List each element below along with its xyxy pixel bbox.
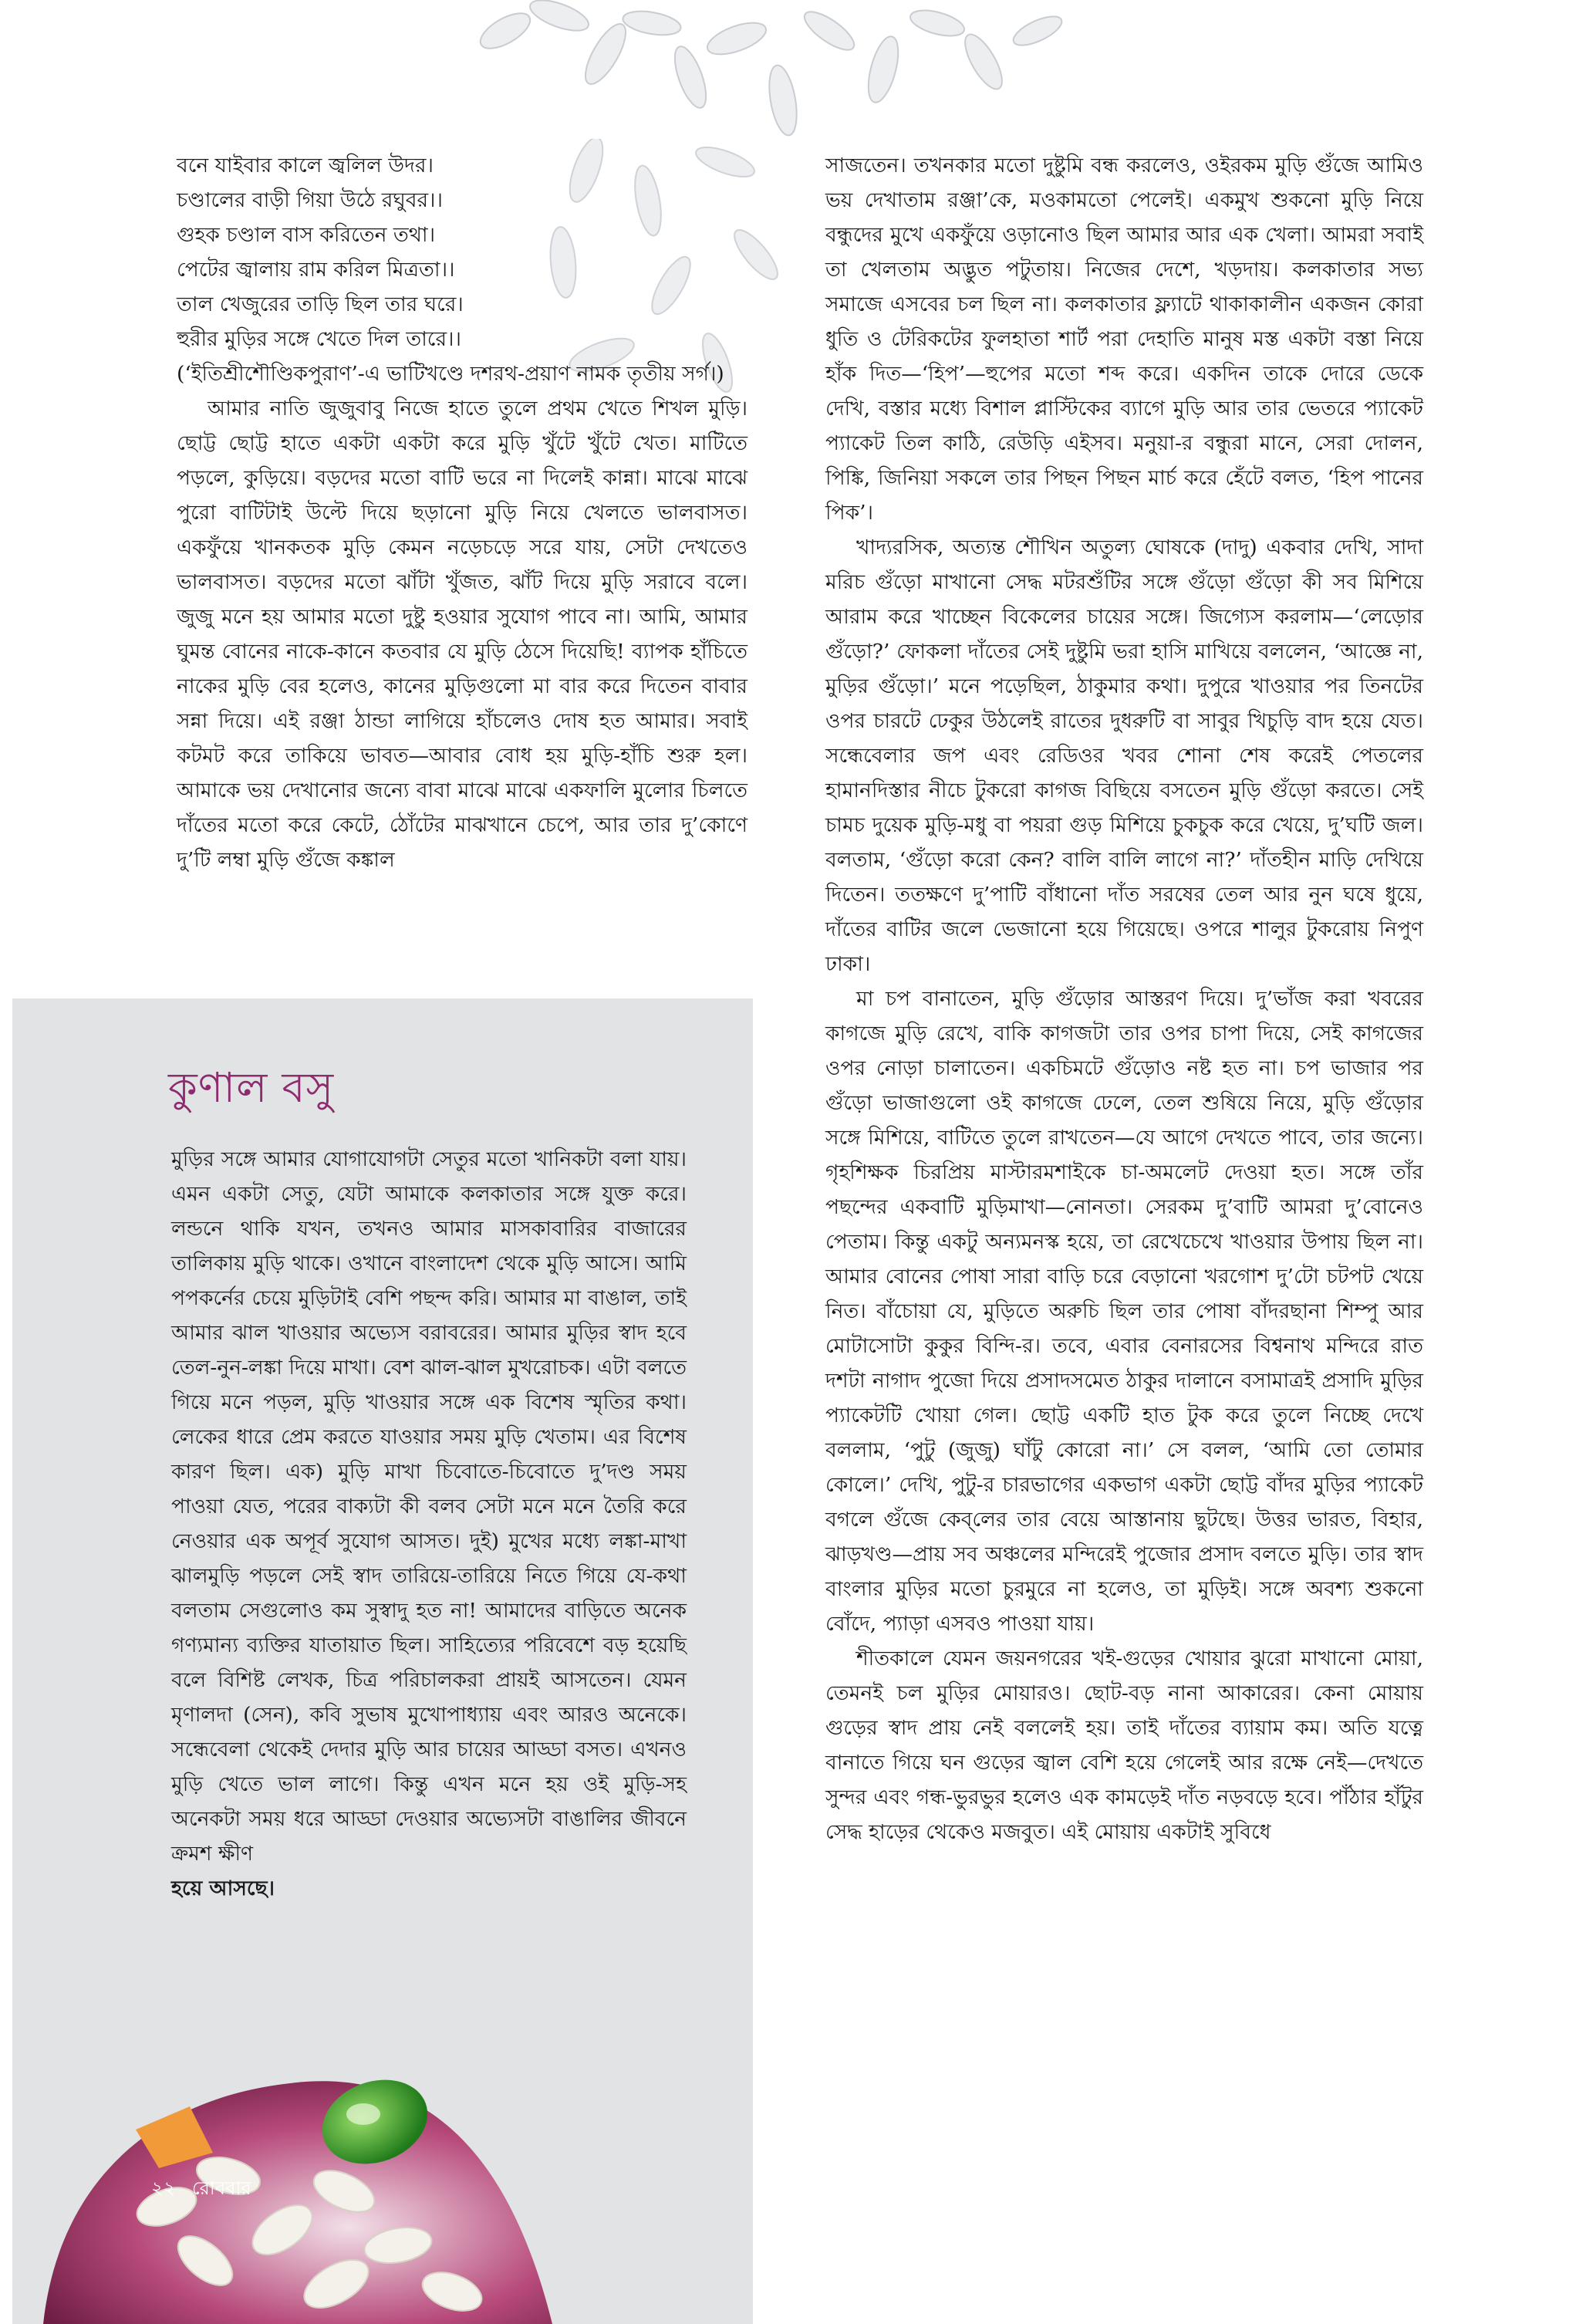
sidebar-text: মুড়ির সঙ্গে আমার যোগাযোগটা সেতুর মতো খানিকটা বলা যায়। এমন একটা সেতু, যেটা আমাকে কলকাতার সঙ্গে যুক্ত করে। লন্ডনে থাকি যখন, তখনও আমার মাসকাবারির বাজারের তালিকায় মুড়ি থাকে। ওখানে বাংলাদেশ থেকে মুড়ি আসে। আমি পপকর্নের চেয়ে মুড়িটাই বেশি পছন্দ করি। আমার মা বাঙাল, তাই আমার ঝাল খাওয়ার অভ্যেস বরাবরের। আমার মুড়ির স্বাদ হবে তেল-নুন-লঙ্কা দিয়ে মাখা। বেশ ঝাল-ঝাল মুখরোচক। এটা বলতে গিয়ে মনে পড়ল, মুড়ি খাওয়ার সঙ্গে এক বিশেষ স্মৃতির কথা। লেকের ধারে প্রেম করতে যাওয়ার সময় মুড়ি খেতাম। এর বিশেষ কারণ ছিল। এক) মুড়ি মাখা চিবোতে-চিবোতে দু’দণ্ড সময় পাওয়া যেত, পরের বাক্যটা কী বলব সেটা মনে মনে তৈরি করে নেওয়ার এক অপূর্ব সুযোগ আসত। দুই) মুখের মধ্যে লঙ্কা-মাখা ঝালমুড়ি পড়লে সেই স্বাদ তারিয়ে-তারিয়ে নিতে গিয়ে যে-কথা বলতাম সেগুলোও কম সুস্বাদু হত না! আমাদের বাড়িতে অনেক গণ্যমান্য ব্যক্তির যাতায়াত ছিল। সাহিত্যের পরিবেশে বড় হয়েছি বলে বিশিষ্ট লেখক, চিত্র পরিচালকরা প্রায়ই আসতেন। যেমন মৃণালদা (সেন), কবি সুভাষ মুখোপাধ্যায় এবং আরও অনেকে। সন্ধেবেলা থেকেই দেদার মুড়ি আর চায়ের আড্ডা বসত। এখনও মুড়ি খেতে ভাল লাগে। কিন্তু এখন মনে হয় ওই মুড়ি-সহ অনেকটা সময় ধরে আড্ডা দেওয়ার অভ্যেসটা বাঙালির জীবনে ক্রমশ ক্ষীণ (171, 1147, 687, 1866)
verse-source: (‘ইতিশ্রীশৌণ্ডিকপুরাণ’-এ ভাটিখণ্ডে দশরথ-প্রয়াণ নামক তৃতীয় সর্গ।) (177, 362, 724, 386)
page-folio (151, 2174, 251, 2205)
body-paragraph: সাজতেন। তখনকার মতো দুষ্টুমি বন্ধ করলেও, ওইরকম মুড়ি গুঁজে আমিও ভয় দেখাতাম রঞ্জা’কে, মওকামতো পেলেই। একমুখ শুকনো মুড়ি নিয়ে বন্ধুদের মুখে একফুঁয়ে ওড়ানোও ছিল আমার আর এক খেলা। আমরা সবাই তা খেলতাম অদ্ভুত পটুতায়। নিজের দেশে, খড়দায়। কলকাতার সভ্য সমাজে এসবের চল ছিল না। কলকাতার ফ্ল্যাটে থাকাকালীন একজন কোরা ধুতি ও টেরিকটের ফুলহাতা শার্ট পরা দেহাতি মানুষ মস্ত একটা বস্তা নিয়ে হাঁক দিত—‘হিপ’—হুপের মতো শব্দ করে। একদিন তাকে দোরে ডেকে দেখি, বস্তার মধ্যে বিশাল প্লাস্টিকের ব্যাগে মুড়ি আর তার ভেতরে প্যাকেট প্যাকেট তিল কাঠি, রেউড়ি এইসব। মনুয়া-র বন্ধুরা মানে, সেরা দোলন, পিঙ্কি, জিনিয়া সকলে তার পিছন পিছন মার্চ করে হেঁটে বলত, ‘হিপ পানের পিক’। (825, 154, 1423, 525)
body-paragraph: আমার নাতি জুজুবাবু নিজে হাতে তুলে প্রথম খেতে শিখল মুড়ি। ছোট্ট ছোট্ট হাতে একটা একটা করে মুড়ি খুঁটে খুঁটে খেত। মাটিতে পড়লে, কুড়িয়ে। বড়দের মতো বাটি ভরে না দিলেই কান্না। মাঝে মাঝে পুরো বাটিটাই উল্টে দিয়ে ছড়ানো মুড়ি নিয়ে খেলতে ভালবাসত। একফুঁয়ে খানকতক মুড়ি কেমন নড়েচড়ে সরে যায়, সেটা দেখতেও ভালবাসত। বড়দের মতো ঝাঁটা খুঁজত, ঝাঁট দিয়ে মুড়ি সরাবে বলে। জুজু মনে হয় আমার মতো দুষ্টু হওয়ার সুযোগ পাবে না। আমি, আমার ঘুমন্ত বোনের নাকে-কানে কতবার যে মুড়ি ঠেসে দিয়েছি! ব্যাপক হাঁচিতে নাকের মুড়ি বের হলেও, কানের মুড়িগুলো মা বার করে দিতেন বাবার সন্না দিয়ে। এই রঞ্জা ঠান্ডা লাগিয়ে হাঁচলেও দোষ হত আমার। সবাই কটমট করে তাকিয়ে ভাবত—আবার বোধ হয় মুড়ি-হাঁচি শুরু হল। আমাকে ভয় দেখানোর জন্যে বাবা মাঝে মাঝে একফালি মুলোর চিলতে দাঁতের মতো করে কেটে, ঠোঁটের মাঝখানে চেপে, আর তার দু’কোণে দু’টি লম্বা মুড়ি গুঁজে কঙ্কাল (177, 397, 748, 872)
sidebar-paragraph (171, 1142, 687, 1871)
verse-block (177, 148, 748, 391)
verse-line: বনে যাইবার কালে জ্বলিল উদর। (177, 154, 434, 177)
verse-line: চণ্ডালের বাড়ী গিয়া উঠে রঘুবর।। (177, 188, 443, 212)
body-paragraph: শীতকালে যেমন জয়নগরের খই-গুড়ের খোয়ার ঝুরো মাখানো মোয়া, তেমনই চল মুড়ির মোয়ারও। ছোট-বড় নানা আকারের। কেনা মোয়ায় গুড়ের স্বাদ প্রায় নেই বললেই হয়। তাই দাঁতের ব্যায়াম কম। অতি যত্নে বানাতে গিয়ে ঘন গুড়ের জ্বাল বেশি হয়ে গেলেই আর রক্ষে নেই—দেখতে সুন্দর এবং গন্ধ-ভুরভুর হলেও এক কামড়েই দাঁত নড়বড়ে হবে। পাঁঠার হাঁটুর সেদ্ধ হাড়ের থেকেও মজবুত। এই মোয়ায় একটাই সুবিধে (825, 1647, 1423, 1844)
right-column (825, 148, 1423, 1849)
verse-line: তাল খেজুরের তাড়ি ছিল তার ঘরে। (177, 292, 464, 316)
verse-line: হুরীর মুড়ির সঙ্গে খেতে দিল তারে।। (177, 327, 461, 351)
sidebar-column (171, 1142, 687, 1906)
body-paragraph: মা চপ বানাতেন, মুড়ি গুঁড়োর আস্তরণ দিয়ে। দু’ভাঁজ করা খবরের কাগজে মুড়ি রেখে, বাকি কাগজটা তার ওপর চাপা দিয়ে, সেই কাগজের ওপর নোড়া চালাতেন। একচিমটে গুঁড়োও নষ্ট হত না। চপ ভাজার পর গুঁড়ো ভাজাগুলো ওই কাগজে ঢেলে, তেল শুষিয়ে নিয়ে, মুড়ি গুঁড়োর সঙ্গে মিশিয়ে, বাটিতে তুলে রাখতেন—যে আগে দেখতে পাবে, তার জন্যে। গৃহশিক্ষক চিরপ্রিয় মাস্টারমশাইকে চা-অমলেট দেওয়া হত। সঙ্গে তাঁর পছন্দের একবাটি মুড়িমাখা—নোনতা। সেরকম দু’বাটি আমরা দু’বোনেও পেতাম। কিন্তু একটু অন্যমনস্ক হয়ে, তা রেখেচেখে খাওয়ার উপায় ছিল না। আমার বোনের পোষা সারা বাড়ি চরে বেড়ানো খরগোশ দু’টো চটপট খেয়ে নিত। বাঁচোয়া যে, মুড়িতে অরুচি ছিল তার পোষা বাঁদরছানা শিম্পু আর মোটাসোটা কুকুর বিন্দি-র। তবে, এবার বেনারসের বিশ্বনাথ মন্দিরে রাত দশটা নাগাদ পুজো দিয়ে প্রসাদসমেত ঠাকুর দালানে বসামাত্রই প্রসাদি মুড়ির প্যাকেটটি খোয়া গেল। ছোট্ট একটি হাত টুক করে তুলে নিচ্ছে দেখে বললাম, ‘পুটু (জুজু) ঘাঁটু কোরো না।’ সে বলল, ‘আমি তো তোমার কোলে।’ দেখি, পুটু-র চারভাগের একভাগ একটা ছোট্ট বাঁদর মুড়ির প্যাকেট বগলে গুঁজে কেব্‌লের তার বেয়ে আস্তানায় ছুটছে। উত্তর ভারত, বিহার, ঝাড়খণ্ড—প্রায় সব অঞ্চলের মন্দিরেই পুজোর প্রসাদ বলতে মুড়ি। তার স্বাদ বাংলার মুড়ির মতো চুরমুরে না হলেও, তা মুড়িই। সঙ্গে অবশ্য শুকনো বোঁদে, প্যাড়া এসবও পাওয়া যায়। (825, 987, 1423, 1636)
sidebar-closing: হয়ে আসছে। (171, 1876, 275, 1900)
body-paragraph: খাদ্যরসিক, অত্যন্ত শৌখিন অতুল্য ঘোষকে (দাদু) একবার দেখি, সাদা মরিচ গুঁড়ো মাখানো সেদ্ধ মটরশুঁটির সঙ্গে গুঁড়ো গুঁড়ো কী সব মিশিয়ে আরাম করে খাচ্ছেন বিকেলের চায়ের সঙ্গে। জিগ্যেস করলাম—‘লেড়োর গুঁড়ো?’ ফোকলা দাঁতের সেই দুষ্টুমি ভরা হাসি মাখিয়ে বললেন, ‘আজ্ঞে না, মুড়ির গুঁড়ো।’ মনে পড়েছিল, ঠাকুমার কথা। দুপুরে খাওয়ার পর তিনটের ওপর চারটে ঢেকুর উঠলেই রাতের দুধরুটি বা সাবুর খিচুড়ি বাদ হয়ে যেত। সন্ধেবেলার জপ এবং রেডিওর খবর শোনা শেষ করেই পেতলের হামানদিস্তার নীচে টুকরো কাগজ বিছিয়ে বসতেন মুড়ি গুঁড়ো করতে। সেই চামচ দুয়েক মুড়ি-মধু বা পয়রা গুড় মিশিয়ে চুকচুক করে খেয়ে, দু’ঘটি জল। বলতাম, ‘গুঁড়ো করো কেন? বালি বালি লাগে না?’ দাঁতহীন মাড়ি দেখিয়ে দিতেন। ততক্ষণে দু’পাটি বাঁধানো দাঁত সরষের তেল আর নুন ঘষে ধুয়ে, দাঁতের বাটির জলে ভেজানো হয়ে গিয়েছে। ওপরে শালুর টুকরোয় নিপুণ ঢাকা। (825, 535, 1423, 976)
jhalmuri-bowl-photo (12, 2014, 753, 2324)
page-number: ২২ (151, 2177, 176, 2199)
author-name: কুণাল বসু (168, 1063, 335, 1112)
magazine-name: রোববার (191, 2177, 251, 2199)
verse-line: পেটের জ্বালায় রাম করিল মিত্রতা।। (177, 258, 455, 282)
verse-line: গুহক চণ্ডাল বাস করিতেন তথা। (177, 223, 436, 247)
left-column (177, 148, 748, 877)
puffed-rice-photo-top (328, 0, 1161, 147)
